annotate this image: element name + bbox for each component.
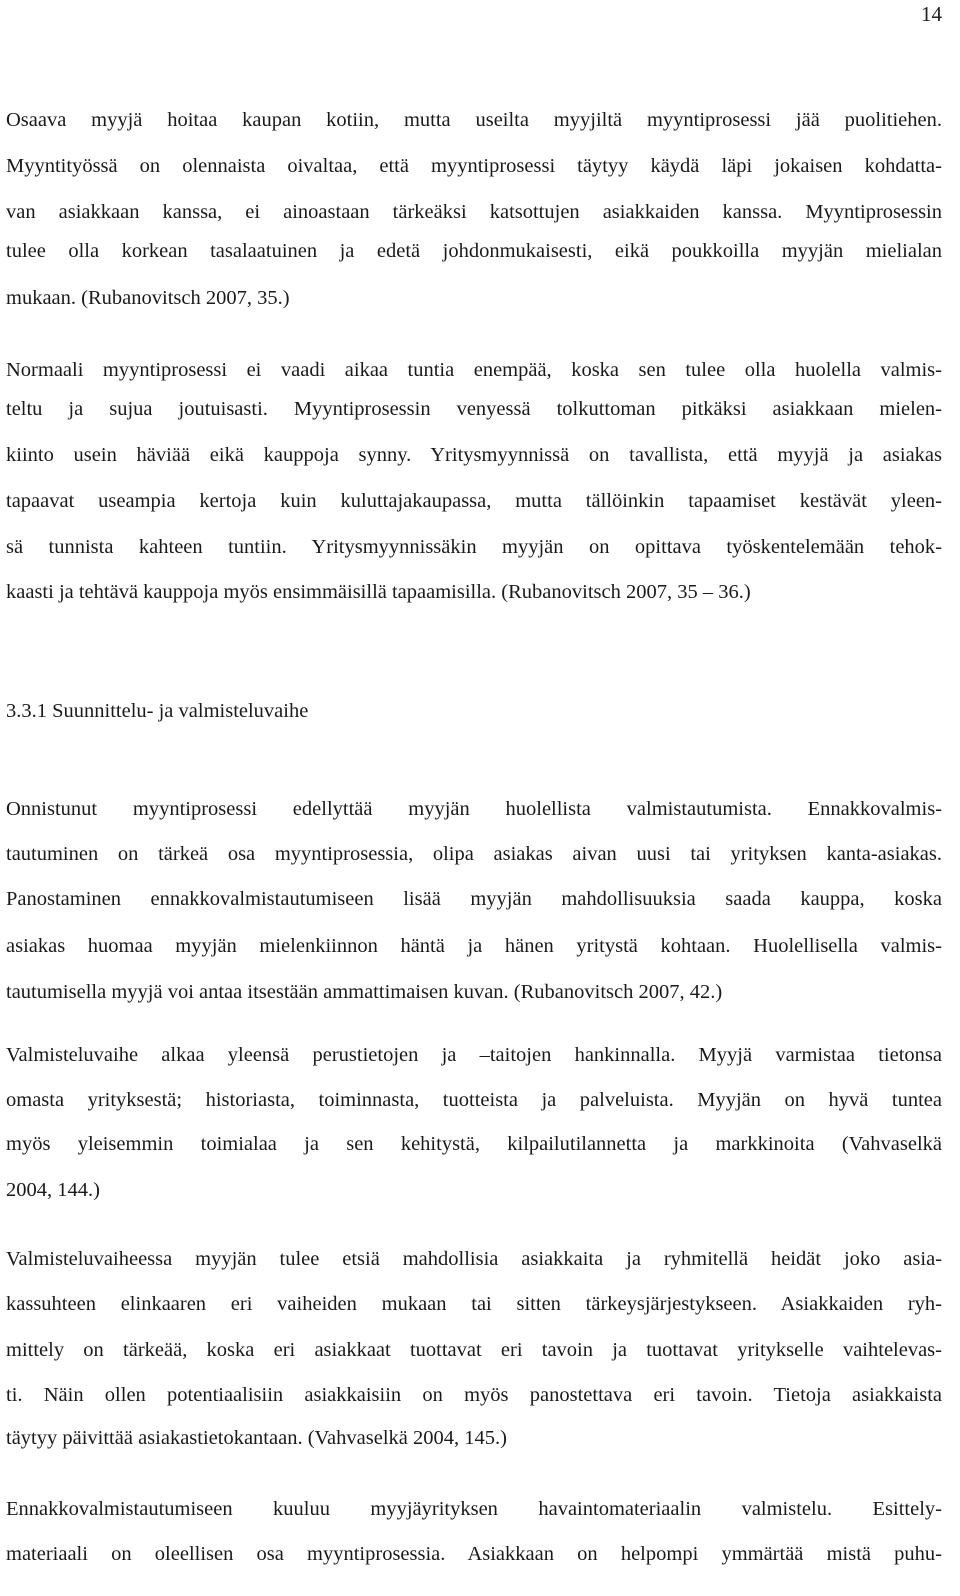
page-number: 14 (921, 2, 942, 26)
text-line: tulee olla korkean tasalaatuinen ja edetä johdonmukaisesti, eikä poukkoilla myyjän mielialan (6, 240, 942, 262)
text-line: tautuminen on tärkeä osa myyntiprosessia, olipa asiakas aivan uusi tai yrityksen kanta-asiakas. (6, 843, 942, 865)
text-line: Osaava myyjä hoitaa kaupan kotiin, mutta useilta myyjiltä myyntiprosessi jää puolitiehen. (6, 109, 942, 131)
text-line: teltu ja sujua joutuisasti. Myyntiprosessin venyessä tolkuttoman pitkäksi asiakkaan mielen- (6, 398, 942, 420)
text-line: Panostaminen ennakkovalmistautumiseen lisää myyjän mahdollisuuksia saada kauppa, koska (6, 888, 942, 910)
section-heading: 3.3.1 Suunnittelu- ja valmisteluvaihe (6, 700, 309, 722)
text-line: kassuhteen elinkaaren eri vaiheiden mukaan tai sitten tärkeysjärjestykseen. Asiakkaiden ryh- (6, 1293, 942, 1315)
text-line: tapaavat useampia kertoja kuin kuluttajakaupassa, mutta tällöinkin tapaamiset kestävät yleen- (6, 490, 942, 512)
text-line: materiaali on oleellisen osa myyntiprosessia. Asiakkaan on helpompi ymmärtää mistä puhu- (6, 1543, 942, 1565)
text-line: Valmisteluvaihe alkaa yleensä perustietojen ja –taitojen hankinnalla. Myyjä varmistaa tietonsa (6, 1044, 942, 1066)
text-line: van asiakkaan kanssa, ei ainoastaan tärkeäksi katsottujen asiakkaiden kanssa. Myyntiprosessin (6, 201, 942, 223)
text-line: täytyy päivittää asiakastietokantaan. (Vahvaselkä 2004, 145.) (6, 1427, 507, 1449)
text-line: kiinto usein häviää eikä kauppoja synny. Yritysmyynnissä on tavallista, että myyjä ja asiakas (6, 444, 942, 466)
text-line: Valmisteluvaiheessa myyjän tulee etsiä mahdollisia asiakkaita ja ryhmitellä heidät joko asia- (6, 1248, 942, 1270)
text-line: omasta yrityksestä; historiasta, toiminnasta, tuotteista ja palveluista. Myyjän on hyvä tuntea (6, 1089, 942, 1111)
text-line: tautumisella myyjä voi antaa itsestään ammattimaisen kuvan. (Rubanovitsch 2007, 42.) (6, 981, 723, 1003)
text-line: 2004, 144.) (6, 1179, 100, 1201)
text-line: Normaali myyntiprosessi ei vaadi aikaa tuntia enempää, koska sen tulee olla huolella valmis- (6, 359, 942, 381)
text-line: asiakas huomaa myyjän mielenkiinnon häntä ja hänen yritystä kohtaan. Huolellisella valmis- (6, 935, 942, 957)
text-line: kaasti ja tehtävä kauppoja myös ensimmäisillä tapaamisilla. (Rubanovitsch 2007, 35 – 36.) (6, 581, 751, 603)
text-line: Myyntityössä on olennaista oivaltaa, että myyntiprosessi täytyy käydä läpi jokaisen kohdatta- (6, 155, 942, 177)
text-line: mukaan. (Rubanovitsch 2007, 35.) (6, 287, 290, 309)
text-line: ti. Näin ollen potentiaalisiin asiakkaisiin on myös panostettava eri tavoin. Tietoja asiakkaista (6, 1384, 942, 1406)
text-line: mittely on tärkeää, koska eri asiakkaat tuottavat eri tavoin ja tuottavat yritykselle vaihtelevas- (6, 1339, 942, 1361)
text-line: myös yleisemmin toimialaa ja sen kehitystä, kilpailutilannetta ja markkinoita (Vahvaselkä (6, 1133, 942, 1155)
text-line: Ennakkovalmistautumiseen kuuluu myyjäyrityksen havaintomateriaalin valmistelu. Esittely- (6, 1498, 942, 1520)
text-line: sä tunnista kahteen tuntiin. Yritysmyynnissäkin myyjän on opittava työskentelemään tehok- (6, 536, 942, 558)
text-line: Onnistunut myyntiprosessi edellyttää myyjän huolellista valmistautumista. Ennakkovalmis- (6, 798, 942, 820)
